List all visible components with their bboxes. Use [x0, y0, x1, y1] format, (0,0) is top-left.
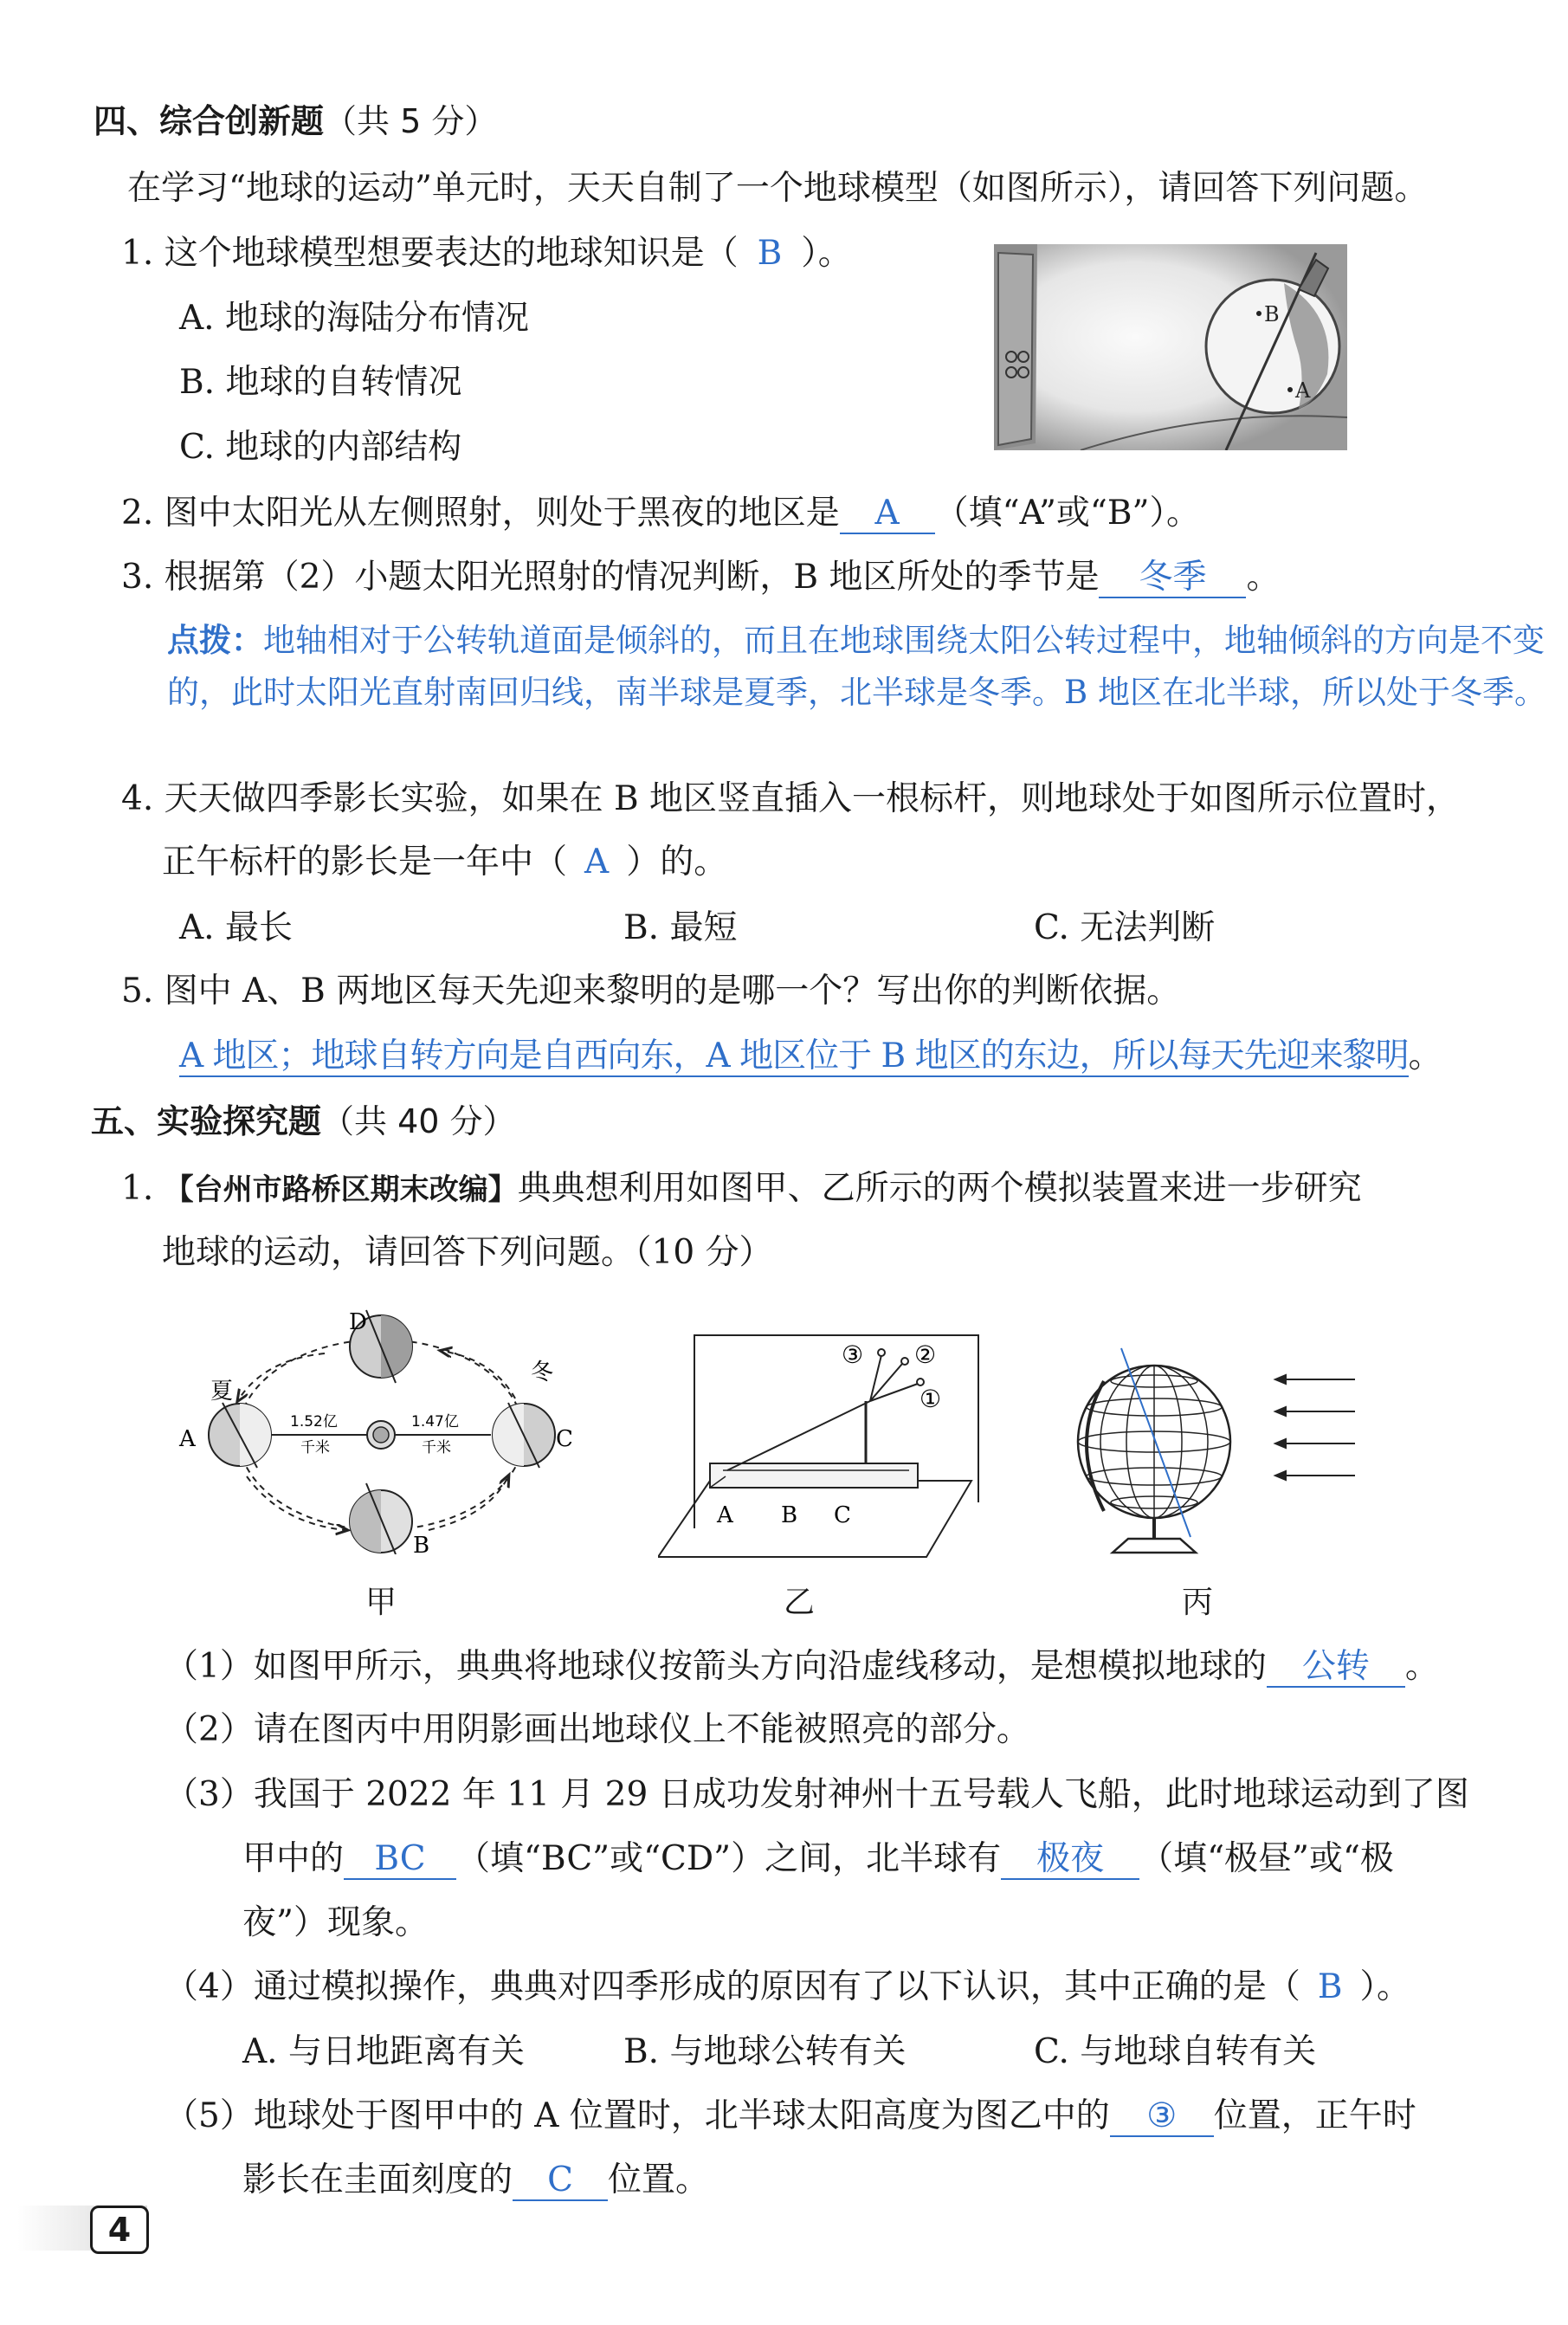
sub5-answer-2: C [513, 2161, 608, 2201]
globe-b [350, 1483, 412, 1554]
model-label-b: B [1264, 302, 1280, 326]
sub1-answer: 公转 [1267, 1648, 1405, 1688]
device-label-2: ② [914, 1340, 937, 1369]
sub4-answer: B [1317, 1967, 1343, 2006]
source-tag: 【台州市路桥区期末改编】 [164, 1172, 518, 1207]
sub4-option-c: C. 与地球自转有关 [1034, 2032, 1317, 2071]
orbit-label-c: C [556, 1426, 573, 1452]
sub3-line3: 夜”）现象。 [242, 1903, 429, 1942]
device-label-1: ① [920, 1385, 942, 1413]
distance-left-unit: 千米 [300, 1439, 330, 1456]
q5-stem: 5. 图中 A、B 两地区每天先迎来黎明的是哪一个？写出你的判断依据。 [121, 972, 1181, 1011]
sub5-line1: （5）地球处于图甲中的 A 位置时，北半球太阳高度为图乙中的 ③ 位置，正午时 [165, 2096, 1416, 2135]
figure-yi-device [658, 1325, 987, 1559]
sub3-line2: 甲中的 BC （填“BC”或“CD”）之间，北半球有 极夜 （填“极昼”或“极 [242, 1839, 1394, 1878]
orbit-label-winter: 冬 [531, 1359, 554, 1385]
section-points: （共 40 分） [321, 1102, 516, 1140]
device-label-a: A [717, 1502, 733, 1528]
q3-tip [167, 615, 1552, 719]
sub5-line2: 影长在圭面刻度的 C 位置。 [242, 2160, 710, 2199]
sub1-stem: （1）如图甲所示，典典将地球仪按箭头方向沿虚线移动，是想模拟地球的 公转 。 [165, 1647, 1439, 1686]
earth-model-figure [994, 244, 1347, 450]
device-label-3: ③ [842, 1340, 864, 1369]
globe-c [493, 1403, 555, 1468]
q4-stem-line2: 正午标杆的影长是一年中（ A ）的。 [162, 843, 728, 882]
section-5-heading [91, 1100, 516, 1143]
orbit-label-b: B [413, 1533, 430, 1554]
device-label-b: B [781, 1502, 798, 1528]
section-title: 四、综合创新题 [94, 102, 325, 140]
sub3-answer-1: BC [344, 1840, 456, 1880]
model-label-a: A [1295, 378, 1311, 403]
figure-bing-globe [1069, 1347, 1364, 1563]
q5-answer: A 地区；地球自转方向是自西向东，A 地区位于 B 地区的东边，所以每天先迎来黎明 [179, 1037, 1409, 1075]
globe-a [209, 1403, 271, 1468]
caption-bing: 丙 [1182, 1585, 1214, 1620]
q4-option-b: B. 最短 [623, 908, 738, 947]
s5-q1-line1: 1. 【台州市路桥区期末改编】典典想利用如图甲、乙所示的两个模拟装置来进一步研究 [121, 1169, 1362, 1208]
q1-option-a: A. 地球的海陆分布情况 [179, 299, 529, 338]
figure-jia-orbit [169, 1303, 584, 1554]
q4-option-a: A. 最长 [179, 908, 293, 947]
tip-text: 地轴相对于公转轨道面是倾斜的，而且在地球围绕太阳公转过程中，地轴倾斜的方向是不变的，此时太阳光直射南回归线，南半球是夏季，北半球是冬季。B 地区在北半球，所以处于冬季。 [167, 622, 1546, 711]
sub3-answer-2: 极夜 [1001, 1840, 1139, 1880]
sub4-stem: （4）通过模拟操作，典典对四季形成的原因有了以下认识，其中正确的是（ B ）。 [165, 1967, 1411, 2006]
caption-yi: 乙 [784, 1585, 816, 1620]
caption-jia: 甲 [365, 1585, 397, 1620]
orbit-label-summer: 夏 [210, 1379, 234, 1405]
q1-stem: 1. 这个地球模型想要表达的地球知识是（ B ）。 [121, 234, 852, 273]
page-number: 4 [90, 2206, 149, 2254]
q3-stem: 3. 根据第（2）小题太阳光照射的情况判断，B 地区所处的季节是 冬季 。 [121, 558, 1281, 597]
sub5-answer-1: ③ [1110, 2097, 1214, 2137]
distance-left-value: 1.52亿 [290, 1413, 338, 1431]
orbit-label-d: D [349, 1309, 367, 1335]
section-4-heading [94, 100, 497, 143]
q3-answer: 冬季 [1099, 559, 1246, 598]
q1-option-c: C. 地球的内部结构 [179, 428, 462, 467]
q1-option-b: B. 地球的自转情况 [179, 363, 462, 402]
tip-label: 点拨： [167, 622, 263, 659]
sub4-option-a: A. 与日地距离有关 [242, 2032, 525, 2071]
q1-answer: B [757, 234, 783, 273]
device-label-c: C [834, 1502, 851, 1528]
section-title: 五、实验探究题 [91, 1102, 322, 1140]
distance-right-value: 1.47亿 [411, 1413, 459, 1431]
sub4-option-b: B. 与地球公转有关 [623, 2032, 907, 2071]
sub2-stem: （2）请在图丙中用阴影画出地球仪上不能被照亮的部分。 [165, 1710, 1030, 1749]
q2-stem: 2. 图中太阳光从左侧照射，则处于黑夜的地区是 A （填“A”或“B”）。 [121, 494, 1200, 533]
q4-answer: A [584, 843, 610, 882]
distance-right-unit: 千米 [422, 1439, 451, 1456]
q4-stem-line1: 4. 天天做四季影长实验，如果在 B 地区竖直插入一根标杆，则地球处于如图所示位置时， [121, 779, 1461, 818]
section-points: （共 5 分） [324, 102, 498, 140]
section-4-intro: 在学习“地球的运动”单元时，天天自制了一个地球模型（如图所示），请回答下列问题。 [127, 169, 1429, 208]
q5-answer-line: A 地区；地球自转方向是自西向东，A 地区位于 B 地区的东边，所以每天先迎来黎明。 [179, 1037, 1442, 1075]
s5-q1-line2: 地球的运动，请回答下列问题。（10 分） [162, 1233, 773, 1272]
orbit-label-a: A [179, 1426, 196, 1452]
q4-option-c: C. 无法判断 [1034, 908, 1216, 947]
sub3-line1: （3）我国于 2022 年 11 月 29 日成功发射神州十五号载人飞船，此时地球运动到了图 [165, 1775, 1469, 1814]
q2-answer: A [840, 494, 935, 534]
